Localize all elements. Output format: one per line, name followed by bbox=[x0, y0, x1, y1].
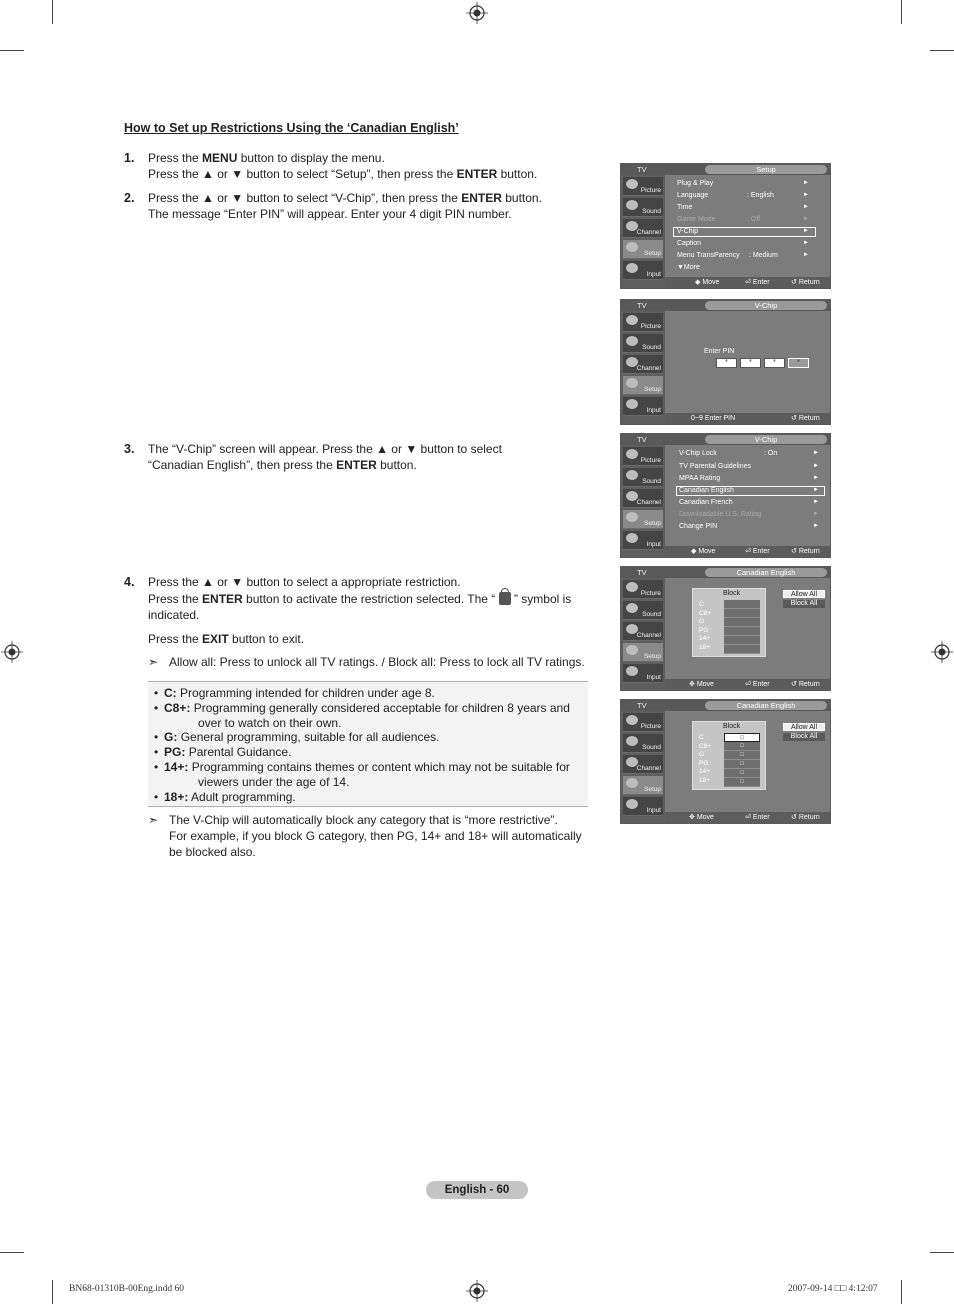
note-arrow-icon: ➣ bbox=[148, 813, 159, 827]
pin-prompt: Enter PIN bbox=[704, 348, 735, 355]
block-grid bbox=[724, 600, 760, 654]
block-grid bbox=[724, 733, 760, 787]
side-item-input[interactable]: Input bbox=[623, 531, 663, 550]
input-icon bbox=[626, 666, 638, 676]
return-hint: ↺ Return bbox=[791, 814, 820, 821]
side-item-channel[interactable]: Channel bbox=[623, 755, 663, 774]
side-item-sound[interactable]: Sound bbox=[623, 334, 663, 353]
note-text: The V-Chip will automatically block any category that is “more restrictive”. bbox=[169, 813, 558, 827]
crop-mark bbox=[52, 1280, 53, 1304]
sound-icon bbox=[626, 336, 638, 346]
rating-labels: C C8+ G PG 14+ 18+ bbox=[699, 734, 712, 784]
step-4 bbox=[124, 574, 598, 647]
step-line: Press the ▲ or ▼ button to select a appropriate restriction. bbox=[148, 575, 461, 589]
step-line: Press the ▲ or ▼ button to select “Setup”, then press the ENTER button. bbox=[148, 167, 538, 181]
return-hint: ↺ Return bbox=[791, 415, 820, 422]
screen-footer-bar bbox=[665, 546, 830, 557]
step-line: The message “Enter PIN” will appear. Enter your 4 digit PIN number. bbox=[148, 207, 512, 221]
menu-item-value: : On bbox=[764, 450, 778, 457]
move-hint: ◆ Move bbox=[691, 548, 716, 555]
setup-gear-icon bbox=[626, 512, 638, 522]
menu-item[interactable]: MPAA Rating bbox=[679, 475, 721, 482]
side-item-channel[interactable]: Channel bbox=[623, 219, 663, 238]
return-hint: ↺ Return bbox=[791, 681, 820, 688]
block-cell[interactable]: □ bbox=[724, 742, 760, 751]
step-3 bbox=[124, 441, 598, 473]
step-number: 2. bbox=[124, 191, 135, 205]
ratings-box bbox=[148, 681, 588, 807]
step-line: The “V-Chip” screen will appear. Press the ▲ or ▼ button to select bbox=[148, 442, 502, 456]
rating-block-table bbox=[692, 588, 766, 657]
list-item: • C8+: Programming generally considered acceptable for children 8 years and over to watch on their own. bbox=[154, 700, 570, 730]
side-menu bbox=[621, 311, 665, 424]
crop-mark bbox=[52, 0, 53, 24]
input-icon bbox=[626, 533, 638, 543]
block-cell[interactable]: □ bbox=[724, 769, 760, 778]
setup-gear-icon bbox=[626, 778, 638, 788]
note-allow-block bbox=[148, 654, 599, 670]
rating-block-table bbox=[692, 721, 766, 790]
tv-screen-canadian-english-blocked bbox=[620, 699, 831, 824]
side-menu bbox=[621, 175, 665, 288]
side-item-input[interactable]: Input bbox=[623, 797, 663, 816]
screen-header: V-Chip bbox=[705, 435, 827, 444]
lock-icon bbox=[499, 592, 511, 605]
registration-mark-icon bbox=[466, 2, 488, 24]
note-text: For example, if you block G category, then PG, 14+ and 18+ will automatically bbox=[169, 829, 582, 843]
menu-item-value: : Medium bbox=[749, 252, 778, 259]
menu-item-value: : English bbox=[747, 192, 774, 199]
side-item-setup[interactable]: Setup bbox=[623, 776, 663, 795]
tv-screen-canadian-english bbox=[620, 566, 831, 691]
crop-mark bbox=[0, 50, 24, 51]
side-item-input[interactable]: Input bbox=[623, 261, 663, 280]
side-item-setup[interactable]: Setup bbox=[623, 510, 663, 529]
note-text: Allow all: Press to unlock all TV ratings. / Block all: Press to lock all TV ratings. bbox=[169, 655, 585, 669]
return-hint: ↺ Return bbox=[791, 548, 820, 555]
menu-item[interactable]: V-Chip Lock bbox=[679, 450, 717, 457]
screen-header: Canadian English bbox=[705, 568, 827, 577]
tv-label: TV bbox=[637, 301, 647, 310]
list-item: • PG: Parental Guidance. bbox=[154, 745, 292, 760]
step-line: “Canadian English”, then press the ENTER button. bbox=[148, 458, 417, 472]
step-line: Press the EXIT button to exit. bbox=[148, 632, 305, 646]
side-item-picture[interactable]: Picture bbox=[623, 447, 663, 466]
step-1 bbox=[124, 150, 598, 182]
note-arrow-icon: ➣ bbox=[148, 655, 159, 669]
tv-label: TV bbox=[637, 701, 647, 710]
picture-icon bbox=[626, 715, 638, 725]
list-item: • C: Programming intended for children under age 8. bbox=[154, 686, 435, 700]
screen-header: V-Chip bbox=[705, 301, 827, 310]
screen-footer-bar bbox=[665, 812, 830, 823]
side-item-picture[interactable]: Picture bbox=[623, 313, 663, 332]
enter-hint: ⏎ Enter bbox=[745, 279, 770, 286]
side-item-channel[interactable]: Channel bbox=[623, 355, 663, 374]
registration-mark-icon bbox=[931, 641, 953, 663]
side-item-setup[interactable]: Setup bbox=[623, 240, 663, 259]
menu-item-selected[interactable]: V-Chip bbox=[677, 228, 699, 235]
pin-digit-box[interactable]: * bbox=[764, 358, 785, 368]
enter-hint: ⏎ Enter bbox=[745, 548, 770, 555]
screen-footer-bar bbox=[665, 413, 830, 424]
list-item: • G: General programming, suitable for all audiences. bbox=[154, 730, 440, 745]
pin-digit-box[interactable]: * bbox=[740, 358, 761, 368]
picture-icon bbox=[626, 582, 638, 592]
input-icon bbox=[626, 263, 638, 273]
block-cell[interactable] bbox=[724, 618, 760, 627]
side-item-channel[interactable]: Channel bbox=[623, 622, 663, 641]
step-line: Press the ENTER button to activate the restriction selected. The “ ” symbol is indicated. bbox=[148, 592, 572, 622]
side-item-setup[interactable]: Setup bbox=[623, 376, 663, 395]
registration-mark-icon bbox=[1, 641, 23, 663]
block-cell-selected[interactable]: □ bbox=[724, 733, 760, 742]
section-title: How to Set up Restrictions Using the ‘Canadian English’ bbox=[124, 121, 459, 135]
list-item: • 18+: Adult programming. bbox=[154, 789, 296, 804]
list-item: • 14+: Programming contains themes or content which may not be suitable for viewers under the age of 14. bbox=[154, 759, 570, 789]
menu-item[interactable]: Canadian French bbox=[679, 499, 733, 506]
side-item-input[interactable]: Input bbox=[623, 664, 663, 683]
step-number: 1. bbox=[124, 151, 135, 165]
menu-item[interactable]: Language bbox=[677, 192, 709, 199]
tv-screen-pin bbox=[620, 299, 831, 425]
setup-gear-icon bbox=[626, 378, 638, 388]
block-column-header: Block bbox=[723, 590, 741, 597]
rating-labels: C C8+ G PG 14+ 18+ bbox=[699, 601, 712, 651]
menu-item[interactable]: Caption bbox=[677, 240, 702, 247]
menu-item[interactable]: Time bbox=[677, 204, 693, 211]
block-cell[interactable] bbox=[724, 645, 760, 654]
tv-label: TV bbox=[637, 165, 647, 174]
block-column-header: Block bbox=[723, 723, 741, 730]
input-icon bbox=[626, 399, 638, 409]
input-icon bbox=[626, 799, 638, 809]
block-all-button[interactable]: Block All bbox=[783, 733, 825, 741]
sound-icon bbox=[626, 736, 638, 746]
setup-gear-icon bbox=[626, 242, 638, 252]
side-item-picture[interactable]: Picture bbox=[623, 580, 663, 599]
tv-screen-vchip: TV V-Chip Picture Sound Channel Setup Input V-Chip Lock : On TV Parental Guidelines MPAA Rating Canadian English Canadian French Downloadable U.S. Rating Change PIN ► ► ► ► ► ► ► ◆ Move ⏎ Enter ↺ Return bbox=[620, 433, 831, 558]
tv-label: TV bbox=[637, 435, 647, 444]
enter-hint: ⏎ Enter bbox=[745, 681, 770, 688]
side-item-picture[interactable]: Picture bbox=[623, 713, 663, 732]
page-number-badge: English - 60 bbox=[426, 1181, 528, 1199]
move-hint: ✥ Move bbox=[689, 814, 714, 821]
allow-all-button[interactable]: Allow All bbox=[783, 723, 825, 731]
block-cell[interactable]: □ bbox=[724, 760, 760, 769]
screen-header: Canadian English bbox=[705, 701, 827, 710]
block-cell[interactable] bbox=[724, 636, 760, 645]
move-hint: ✥ Move bbox=[689, 681, 714, 688]
side-item-input[interactable]: Input bbox=[623, 397, 663, 416]
file-slug: BN68-01310B-00Eng.indd 60 bbox=[69, 1284, 185, 1294]
crop-mark bbox=[930, 50, 954, 51]
screen-footer-bar bbox=[665, 277, 830, 288]
crop-mark bbox=[901, 0, 902, 24]
menu-item: Game Mode bbox=[677, 216, 716, 223]
note-vchip-auto bbox=[148, 812, 589, 860]
picture-icon bbox=[626, 179, 638, 189]
side-item-channel[interactable]: Channel bbox=[623, 489, 663, 508]
pin-digit-box[interactable]: * bbox=[716, 358, 737, 368]
block-all-button[interactable]: Block All bbox=[783, 600, 825, 608]
step-number: 3. bbox=[124, 442, 135, 456]
tv-label: TV bbox=[637, 568, 647, 577]
side-item-sound[interactable]: Sound bbox=[623, 198, 663, 217]
allow-all-button[interactable]: Allow All bbox=[783, 590, 825, 598]
move-hint: ◆ Move bbox=[695, 279, 720, 286]
screen-header: Setup bbox=[705, 165, 827, 174]
block-cell[interactable] bbox=[724, 627, 760, 636]
side-menu bbox=[621, 445, 665, 557]
side-item-sound[interactable]: Sound bbox=[623, 734, 663, 753]
side-item-sound[interactable]: Sound bbox=[623, 601, 663, 620]
menu-item-selected[interactable]: Canadian English bbox=[679, 487, 734, 494]
sound-icon bbox=[626, 200, 638, 210]
more-item[interactable]: ▼More bbox=[677, 264, 700, 271]
setup-gear-icon bbox=[626, 645, 638, 655]
menu-item[interactable]: Change PIN bbox=[679, 523, 718, 530]
pin-digit-box-active[interactable]: * bbox=[788, 358, 809, 368]
return-hint: ↺ Return bbox=[791, 279, 820, 286]
step-line: Press the MENU button to display the menu. bbox=[148, 151, 385, 165]
side-item-sound[interactable]: Sound bbox=[623, 468, 663, 487]
menu-item[interactable]: Menu TransParency bbox=[677, 252, 740, 259]
step-line: Press the ▲ or ▼ button to select “V-Chip”, then press the ENTER button. bbox=[148, 191, 542, 205]
side-item-setup[interactable]: Setup bbox=[623, 643, 663, 662]
note-text: be blocked also. bbox=[169, 845, 256, 859]
block-cell[interactable] bbox=[724, 600, 760, 609]
registration-mark-icon bbox=[466, 1280, 488, 1302]
block-cell[interactable]: □ bbox=[724, 751, 760, 760]
step-2 bbox=[124, 190, 598, 222]
enter-hint: ⏎ Enter bbox=[745, 814, 770, 821]
sound-icon bbox=[626, 470, 638, 480]
picture-icon bbox=[626, 315, 638, 325]
block-cell[interactable]: □ bbox=[724, 778, 760, 787]
crop-mark bbox=[0, 1252, 24, 1253]
menu-item: Downloadable U.S. Rating bbox=[679, 511, 762, 518]
screen-footer-bar bbox=[665, 679, 830, 690]
menu-item[interactable]: Plug & Play bbox=[677, 180, 714, 187]
step-number: 4. bbox=[124, 575, 135, 589]
crop-mark bbox=[901, 1280, 902, 1304]
side-item-picture[interactable]: Picture bbox=[623, 177, 663, 196]
side-menu bbox=[621, 578, 665, 690]
pin-hint: 0~9 Enter PIN bbox=[691, 415, 736, 422]
date-slug: 2007-09-14 □□ 4:12:07 bbox=[788, 1284, 878, 1294]
sound-icon bbox=[626, 603, 638, 613]
block-cell[interactable] bbox=[724, 609, 760, 618]
menu-item-value: : Off bbox=[747, 216, 761, 223]
menu-item[interactable]: TV Parental Guidelines bbox=[679, 463, 751, 470]
tv-screen-setup: TV Setup Picture Sound Channel Setup Input Plug & Play Language : English Time Game Mode : Off V-Chip Caption Menu TransParency : Medium ▼More ► ► ► ► ► ► ► ◆ Move ⏎ Enter ↺ Return bbox=[620, 163, 831, 289]
picture-icon bbox=[626, 449, 638, 459]
crop-mark bbox=[930, 1252, 954, 1253]
side-menu bbox=[621, 711, 665, 823]
